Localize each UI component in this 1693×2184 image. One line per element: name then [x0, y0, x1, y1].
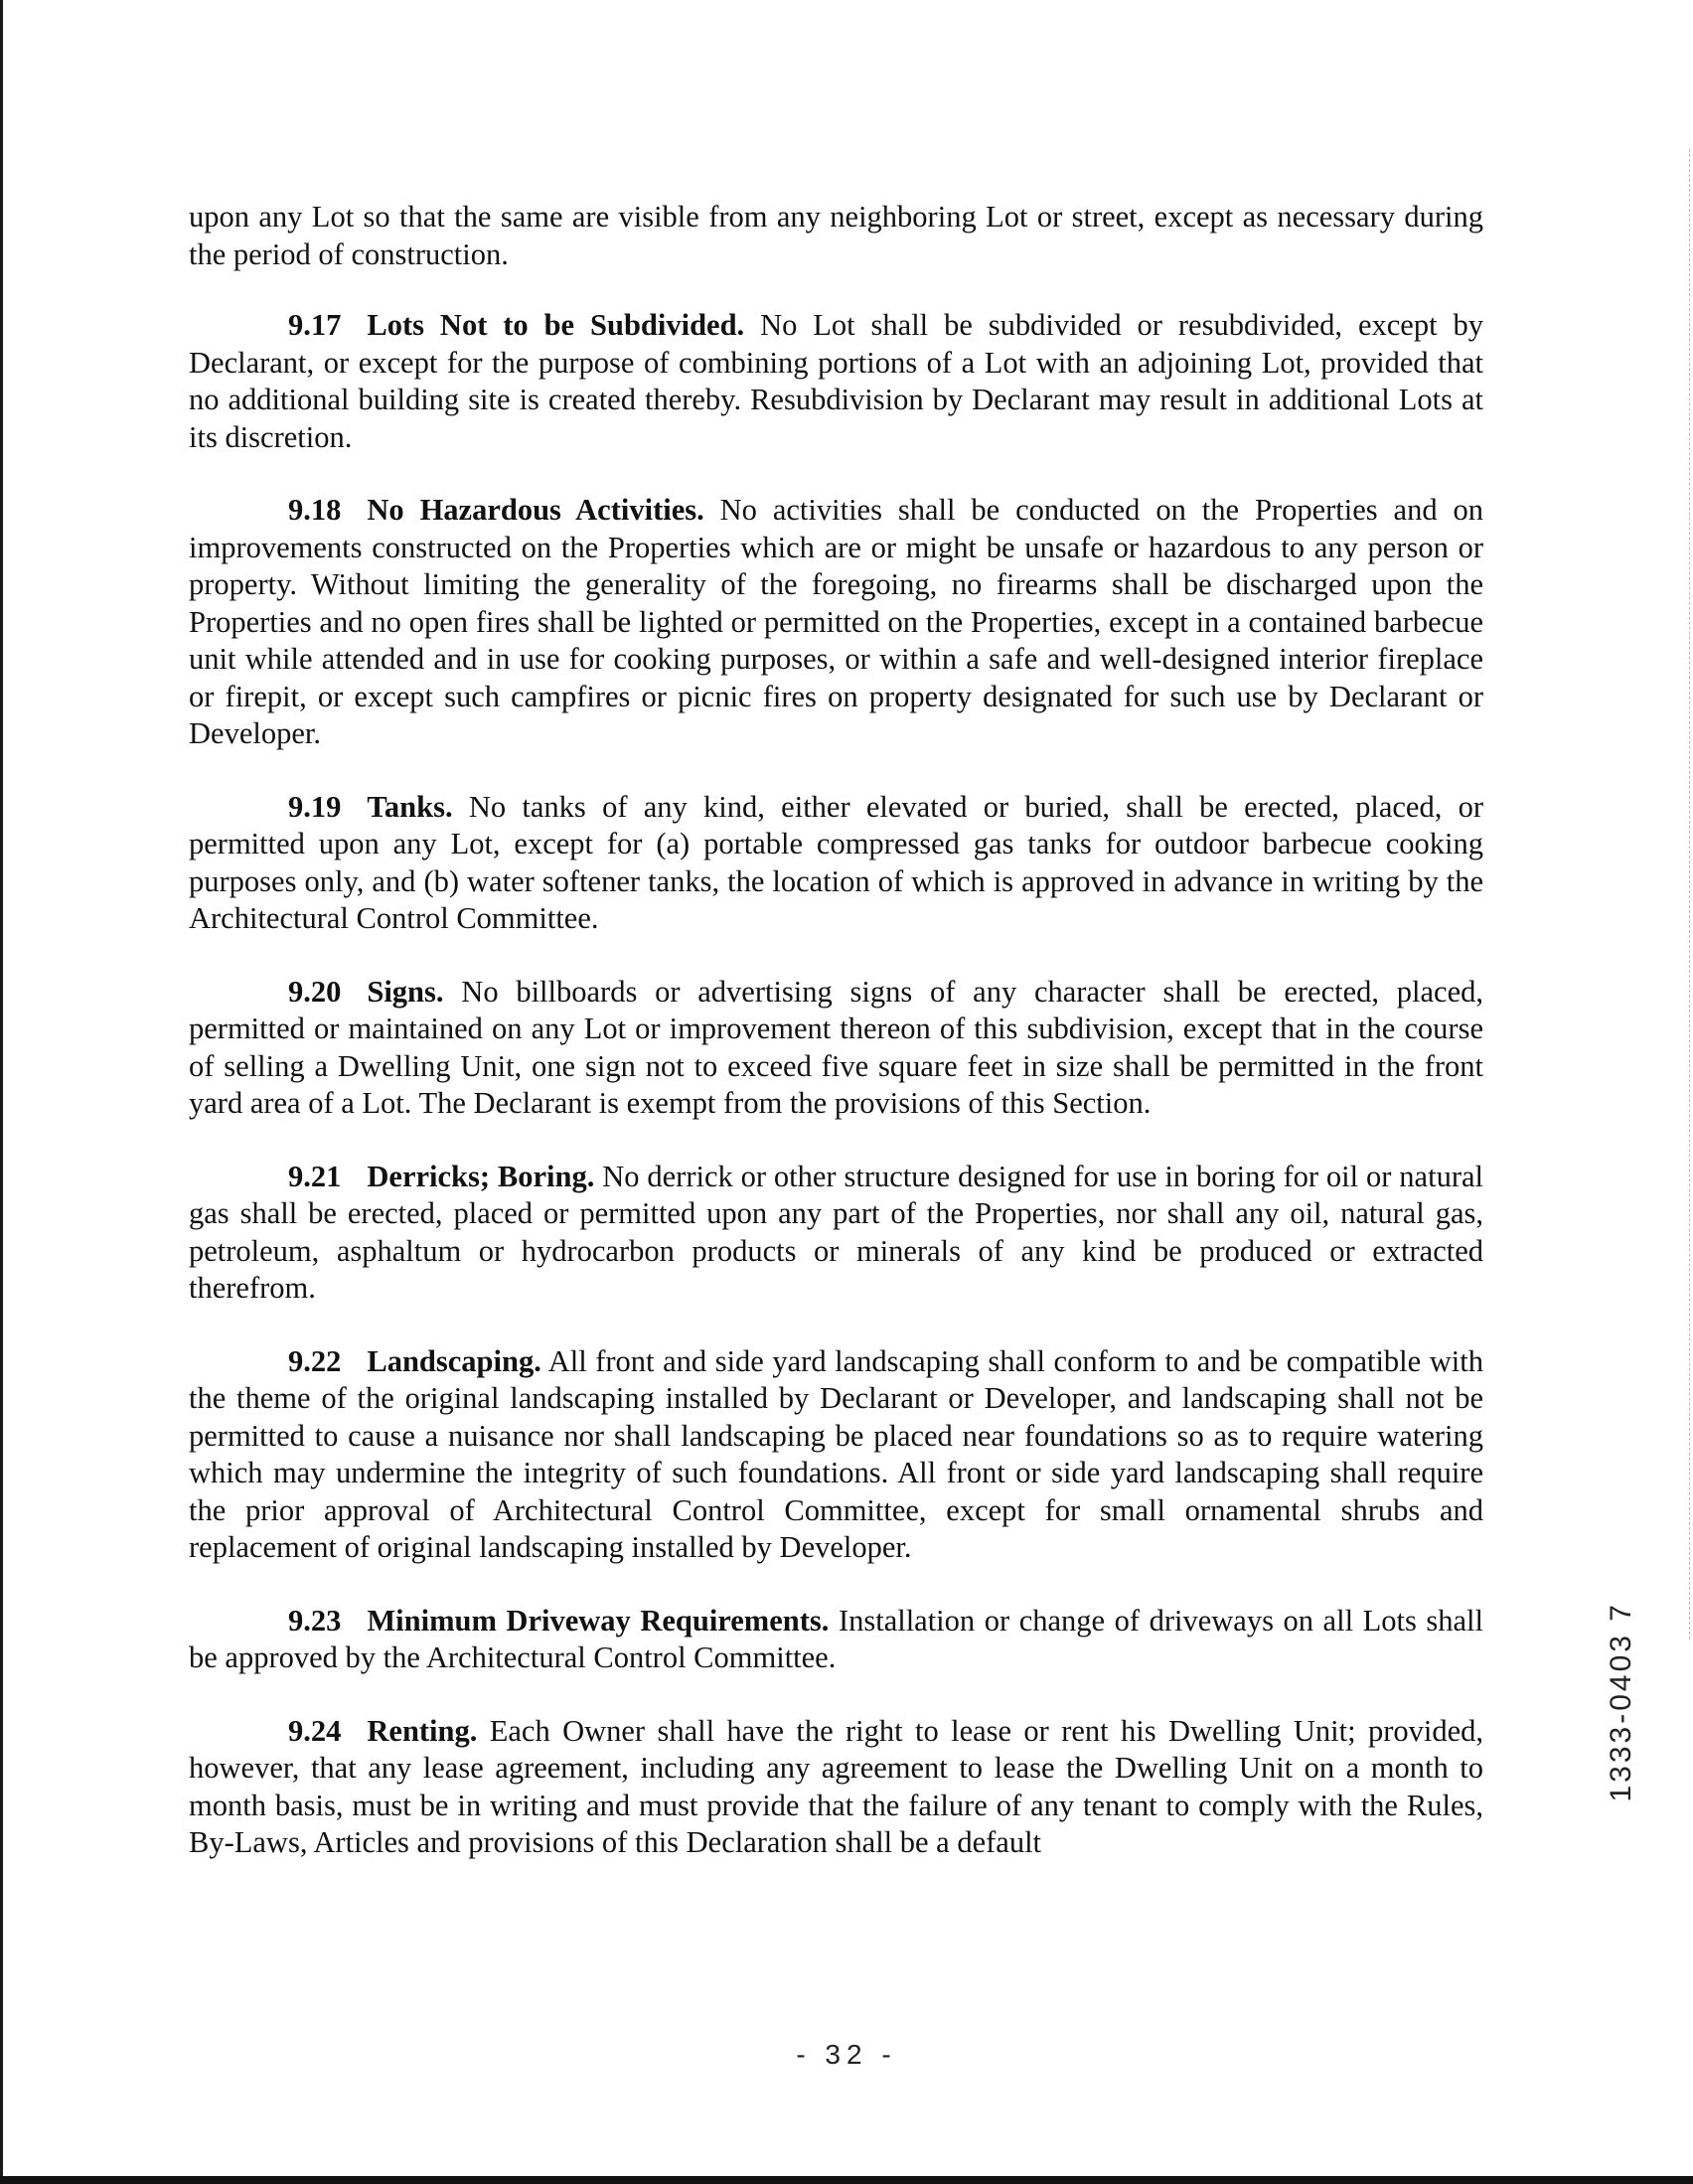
section-9-17 — [189, 307, 1483, 456]
section-9-23 — [189, 1603, 1483, 1677]
section-9-21 — [189, 1159, 1483, 1308]
section-heading: Renting. — [367, 1713, 478, 1748]
section-number: 9.19 — [288, 789, 342, 824]
section-9-20 — [189, 974, 1483, 1123]
section-text: No billboards or advertising signs of any character shall be erected, placed, permitted or maintained on any Lot or improvement thereon of this subdivision, except that in the course of selling a Dwelling Unit, one sign not to exceed five square feet in size shall be permitted in the front yard area of a Lot. The Declarant is exempt from the provisions of this Section. — [189, 974, 1483, 1120]
section-heading: Tanks. — [367, 789, 453, 824]
section-number: 9.23 — [288, 1603, 342, 1638]
section-heading: Derricks; Boring. — [367, 1159, 595, 1193]
section-number: 9.18 — [288, 493, 342, 527]
section-number: 9.22 — [288, 1343, 342, 1378]
section-text: No Lot shall be subdivided or resubdivided, except by Declarant, or except for the purpose of combining portions of a Lot with an adjoining Lot, provided that no additional building site is created thereby. Resubdivision by Declarant may result in additional Lots at its discretion. — [189, 308, 1483, 454]
section-9-24 — [189, 1713, 1483, 1862]
section-number: 9.24 — [288, 1713, 342, 1748]
section-text: No derrick or other structure designed for use in boring for oil or natural gas shall be erected, placed or permitted upon any part of the Properties, nor shall any oil, natural gas, petroleum, asphaltum or hydrocarbon products or minerals of any kind be produced or extracted therefrom. — [189, 1159, 1483, 1305]
section-heading: Minimum Driveway Requirements. — [367, 1603, 830, 1638]
section-text: Each Owner shall have the right to lease or rent his Dwelling Unit; provided, however, that any lease agreement, including any agreement to lease the Dwelling Unit on a month to month basis, must be in writing and must provide that the failure of any tenant to comply with the Rules, By-Laws, Articles and provisions of this Declaration shall be a default — [189, 1713, 1483, 1859]
section-text: All front and side yard landscaping shall conform to and be compatible with the theme of the original landscaping installed by Declarant or Developer, and landscaping shall not be permitted to cause a nuisance nor shall landscaping be placed near foundations so as to require watering which may undermine the integrity of such foundations. All front or side yard landscaping shall require the prior approval of Architectural Control Committee, except for small ornamental shrubs and replacement of original landscaping installed by Developer. — [189, 1343, 1483, 1564]
section-heading: Signs. — [367, 974, 444, 1009]
section-text: No tanks of any kind, either elevated or buried, shall be erected, placed, or permitted upon any Lot, except for (a) portable compressed gas tanks for outdoor barbecue cooking purposes only, and (b) water softener tanks, the location of which is approved in advance in writing by the Architectural Control Committee. — [189, 789, 1483, 935]
section-9-22 — [189, 1343, 1483, 1567]
document-body — [189, 199, 1483, 1898]
section-text: Installation or change of driveways on all Lots shall be approved by the Architectural Control Committee. — [189, 1603, 1483, 1674]
section-text: No activities shall be conducted on the Properties and on improvements constructed on the Properties which are or might be unsafe or hazardous to any person or property. Without limiting the generality of the foregoing, no firearms shall be discharged upon the Properties and no open fires shall be lighted or permitted on the Properties, except in a contained barbecue unit while attended and in use for cooking purposes, or within a safe and well-designed interior fireplace or firepit, or except such campfires or picnic fires on property designated for such use by Declarant or Developer. — [189, 493, 1483, 750]
section-number: 9.21 — [288, 1159, 342, 1193]
section-number: 9.20 — [288, 974, 342, 1009]
recording-stamp: 1333-0403 7 — [1605, 1602, 1637, 1802]
section-number: 9.17 — [288, 308, 342, 342]
scan-edge-bottom — [0, 2176, 1693, 2184]
paragraph-continuation — [189, 199, 1483, 273]
section-heading: Lots Not to be Subdivided. — [367, 308, 745, 342]
section-9-19 — [189, 789, 1483, 938]
page-number: - 32 - — [796, 2039, 897, 2070]
scan-edge-right — [1689, 149, 1691, 1639]
paragraph-text: upon any Lot so that the same are visible from any neighboring Lot or street, except as necessary during the period of construction. — [189, 200, 1483, 271]
section-9-18 — [189, 492, 1483, 753]
scan-edge-left — [0, 0, 3, 2184]
section-heading: Landscaping. — [367, 1343, 541, 1378]
section-heading: No Hazardous Activities. — [367, 493, 704, 527]
